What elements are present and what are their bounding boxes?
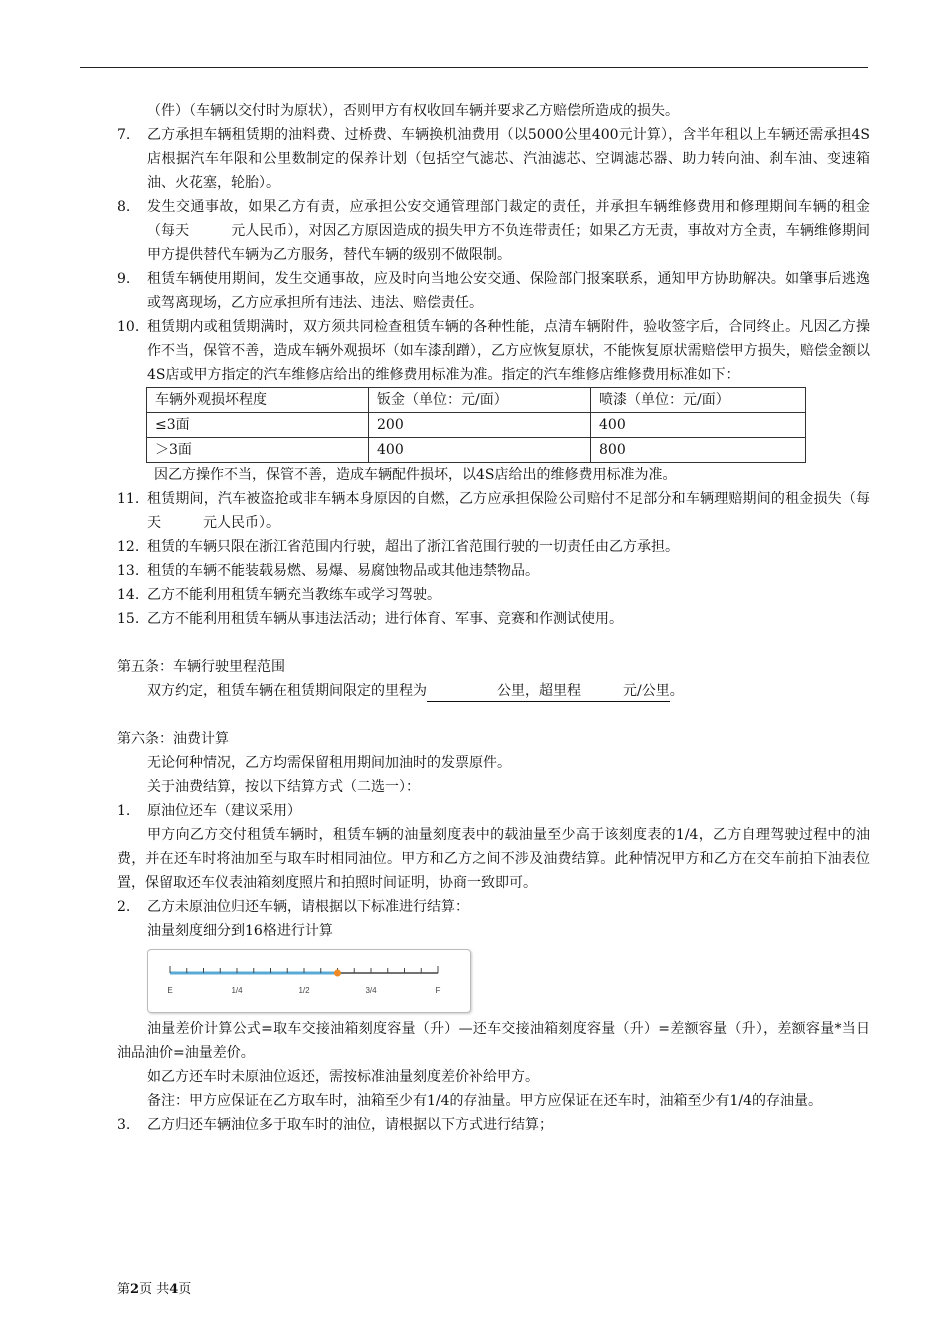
gauge-tick-label: 1/2 xyxy=(298,986,310,995)
table-cell: 400 xyxy=(591,413,806,438)
clause-number: 14. xyxy=(117,587,140,603)
footer-page-total: 4 xyxy=(169,1282,179,1297)
option-number: 1. xyxy=(117,803,131,819)
clause-number: 11. xyxy=(117,491,140,507)
clause-text: 租赁期内或租赁期满时，双方须共同检查租赁车辆的各种性能，点清车辆附件，验收签字后，合同终止。凡因乙方操作不当，保管不善，造成车辆外观损坏（如车漆刮蹭），乙方应恢复原状，不能恢复原状需赔偿甲方损失，赔偿金额以4S店或甲方指定的汽车维修店给出的维修费用标准为准。指定的汽车维修店维修费用标准如下： xyxy=(147,319,870,383)
option-number: 3. xyxy=(117,1117,131,1133)
article-5-title: 第五条：车辆行驶里程范围 xyxy=(117,659,285,675)
clause-number: 9. xyxy=(117,271,131,287)
damage-fee-table xyxy=(146,387,806,463)
article-5-lead: 双方约定，租赁车辆在租赁期间限定的里程为 xyxy=(147,683,427,699)
table-row xyxy=(147,413,806,438)
gauge-tick-label: E xyxy=(167,986,173,995)
option-2-sub: 油量刻度细分到16格进行计算 xyxy=(147,923,333,939)
gauge-tick-label: F xyxy=(435,986,441,995)
table-header-cell: 喷漆（单位：元/面） xyxy=(591,388,806,413)
fuel-gauge-figure xyxy=(147,949,471,1013)
clause-text: 租赁的车辆只限在浙江省范围内行驶，超出了浙江省范围行驶的一切责任由乙方承担。 xyxy=(147,539,679,555)
document-body xyxy=(117,99,870,1137)
clause-number: 8. xyxy=(117,199,131,215)
article-6-p1: 无论何种情况，乙方均需保留租用期间加油时的发票原件。 xyxy=(147,755,511,771)
option-3 xyxy=(117,1113,870,1137)
clause-number: 13. xyxy=(117,563,140,579)
footer-mid: 页 共 xyxy=(139,1282,170,1297)
clause-text: 租赁期间，汽车被盗抢或非车辆本身原因的自燃，乙方应承担保险公司赔付不足部分和车辆理赔期间的租金损失（每天 元人民币）。 xyxy=(147,491,870,531)
table-cell: ＞3面 xyxy=(147,438,369,463)
clause-number: 10. xyxy=(117,319,140,335)
option-number: 2. xyxy=(117,899,131,915)
article-5-text xyxy=(117,679,870,703)
option-1 xyxy=(117,799,870,823)
table-header-cell: 车辆外观损坏程度 xyxy=(147,388,369,413)
clause-7 xyxy=(117,123,870,195)
page-footer xyxy=(117,1278,191,1297)
table-row xyxy=(147,438,806,463)
after-table-note: 因乙方操作不当，保管不善，造成车辆配件损坏，以4S店给出的维修费用标准为准。 xyxy=(154,467,677,483)
article-5-end: 。 xyxy=(669,683,684,699)
option-title: 乙方归还车辆油位多于取车时的油位，请根据以下方式进行结算； xyxy=(147,1117,553,1133)
mileage-blank: 公里，超里程 元/公里 xyxy=(427,681,670,702)
option-title: 原油位还车（建议采用） xyxy=(147,803,301,819)
article-6-p2: 关于油费结算，按以下结算方式（二选一）： xyxy=(147,779,420,795)
clause-text: 租赁的车辆不能装载易燃、易爆、易腐蚀物品或其他违禁物品。 xyxy=(147,563,539,579)
clause-10 xyxy=(117,315,870,387)
clause-number: 12. xyxy=(117,539,140,555)
gauge-level-marker xyxy=(334,970,341,977)
table-header-row xyxy=(147,388,806,413)
option-1-body: 甲方向乙方交付租赁车辆时，租赁车辆的油量刻度表中的载油量至少高于该刻度表的1/4，乙方自理驾驶过程中的油费，并在还车时将油加至与取车时相同油位。甲方和乙方之间不涉及油费结算。此种情况甲方和乙方在交车前拍下油表位置，保留取还车仪表油箱刻度照片和拍照时间证明，协商一致即可。 xyxy=(117,827,870,891)
clause-text: 乙方承担车辆租赁期的油料费、过桥费、车辆换机油费用（以5000公里400元计算），含半年租以上车辆还需承担4S店根据汽车年限和公里数制定的保养计划（包括空气滤芯、汽油滤芯、空调滤芯器、助力转向油、刹车油、变速箱油、火花塞，轮胎）。 xyxy=(147,127,870,191)
gauge-tick-label: 1/4 xyxy=(231,986,243,995)
clause-14 xyxy=(117,583,870,607)
clause-12 xyxy=(117,535,870,559)
clause-number: 15. xyxy=(117,611,140,627)
clause-11 xyxy=(117,487,870,535)
clause-text: 乙方不能利用租赁车辆从事违法活动；进行体育、军事、竞赛和作测试使用。 xyxy=(147,611,623,627)
footer-pre: 第 xyxy=(117,1282,131,1297)
clause-8 xyxy=(117,195,870,267)
gauge-tick-label: 3/4 xyxy=(365,986,377,995)
option-2 xyxy=(117,895,870,919)
clause-9 xyxy=(117,267,870,315)
return-rule: 如乙方还车时未原油位返还，需按标准油量刻度差价补给甲方。 xyxy=(147,1069,539,1085)
clause-number: 7. xyxy=(117,127,131,143)
article-6-title: 第六条：油费计算 xyxy=(117,731,229,747)
clause-text: 乙方不能利用租赁车辆充当教练车或学习驾驶。 xyxy=(147,587,441,603)
table-cell: 400 xyxy=(369,438,591,463)
header-rule xyxy=(80,67,868,68)
option-title: 乙方未原油位归还车辆，请根据以下标准进行结算： xyxy=(147,899,469,915)
table-cell: ≤3面 xyxy=(147,413,369,438)
footer-page-number: 2 xyxy=(130,1282,140,1297)
fuel-formula: 油量差价计算公式=取车交接油箱刻度容量（升）—还车交接油箱刻度容量（升）=差额容量（升），差额容量*当日油品油价=油量差价。 xyxy=(117,1021,870,1061)
footer-post: 页 xyxy=(178,1282,192,1297)
remark: 备注：甲方应保证在乙方取车时，油箱至少有1/4的存油量。甲方应保证在还车时，油箱至少有1/4的存油量。 xyxy=(147,1093,823,1109)
fuel-gauge-svg xyxy=(148,950,470,1012)
clause-text: 发生交通事故，如果乙方有责，应承担公安交通管理部门裁定的责任，并承担车辆维修费用和修理期间车辆的租金（每天 元人民币），对因乙方原因造成的损失甲方不负连带责任；如果乙方无责，事故对方全责，车辆维修期间甲方提供替代车辆为乙方服务，替代车辆的级别不做限制。 xyxy=(147,199,870,263)
clause-15 xyxy=(117,607,870,631)
table-cell: 200 xyxy=(369,413,591,438)
table-header-cell: 钣金（单位：元/面） xyxy=(369,388,591,413)
clause-text: 租赁车辆使用期间，发生交通事故，应及时向当地公安交通、保险部门报案联系，通知甲方协助解决。如肇事后逃逸或驾离现场，乙方应承担所有违法、违法、赔偿责任。 xyxy=(147,271,870,311)
table-cell: 800 xyxy=(591,438,806,463)
clause-13 xyxy=(117,559,870,583)
continued-paragraph: （件）（车辆以交付时为原状），否则甲方有权收回车辆并要求乙方赔偿所造成的损失。 xyxy=(147,103,679,119)
